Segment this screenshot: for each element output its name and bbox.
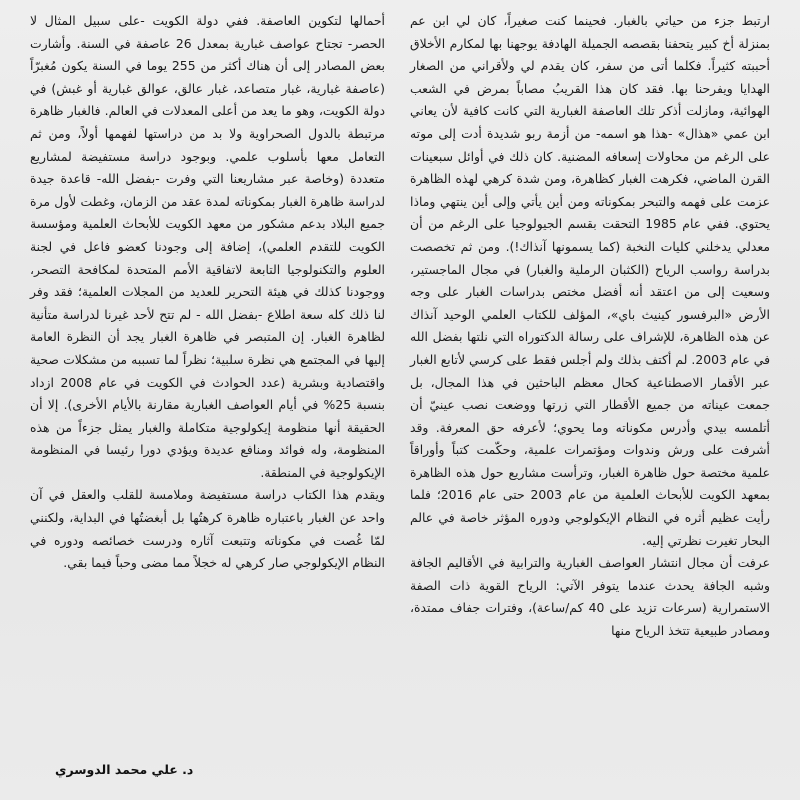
book-page: [30, 0, 770, 800]
left-paragraph-2: ويقدم هذا الكتاب دراسة مستفيضة وملامسة للقلب والعقل في آن واحد عن الغبار باعتباره ظاهرة كرهتُها بل أبغضتُها في البداية، ولكنني لمّا غُصت في مكوناته وتتبعت آثاره ودرست خصائصه ودوره في النظام الإيكولوجي صار كرهي له خجلاً مما مضى وحباً فيما بقي.: [30, 487, 385, 571]
author-signature: د. علي محمد الدوسري: [55, 762, 194, 777]
left-text-column: [30, 10, 385, 575]
right-paragraph-1: ارتبط جزء من حياتي بالغبار. فحينما كنت صغيراً، كان لي ابن عم بمنزلة أخ كبير يتحفنا بقصصه الجميلة الهادفة يوجهنا بها لمكارم الأخلاق أحببته كثيراً. فكلما أتى من سفر، كان يقدم لي ولأقراني من الصغار الهدايا ويفرحنا بها. فقد كان هذا القريبُ مصاباً بمرض في الشعب الهوائية، ومازلت أذكر تلك العاصفة الغبارية التي كانت كافية لأن يعاني ابن عمي «هذال» -هذا هو اسمه- من أزمة ربو شديدة أدت إلى موته على الرغم من محاولات إسعافه المضنية. كان ذلك في أوائل سبعينات القرن الماضي، فكرهت الغبار كظاهرة، ومن شدة كرهي لهذه الظاهرة عزمت على فهمه والتبحر بمكوناته ومن أين يأتي وإلى أين ينتهي وماذا يحتوي. ففي عام 1985 التحقت بقسم الجيولوجيا على الرغم من أن معدلي يدخلني كليات النخبة (كما يسمونها آنذاك!). ومن ثم تخصصت بدراسة رواسب الرياح (الكثبان الرملية والغبار) في مجال الماجستير، وسعيت إلى من اعتقد أنه أفضل مختص بدراسات الغبار على وجه الأرض «البرفسور كينيث باي»، المؤلف للكتاب العلمي الوحيد آنذاك عن هذه الظاهرة، للإشراف على رسالة الدكتوراه التي نلتها بفضل الله في عام 2003. لم أكتف بذلك ولم أجلس فقط على كرسي لأتابع الغبار عبر الأقمار الاصطناعية كحال معظم الباحثين في هذا المجال، بل جمعت عيناته من جميع الأقطار التي زرتها ووضعت نصب عينيّ أن أتلمسه بيدي وأدرس مكوناته وما يحوي؛ لأعرفه حق المعرفة. وقد أشرفت على ورش وندوات ومؤتمرات علمية، وحكّمت كتباً وأوراقاً علمية مختصة حول ظاهرة الغبار، وترأست مشاريع حول هذه الظاهرة بمعهد الكويت للأبحاث العلمية من عام 2003 حتى عام 2016؛ فلما رأيت عظيم أثره في النظام الإيكولوجي ودوره المؤثر خاصة في عالم البحار تغيرت نظرتي إليه.: [410, 13, 770, 548]
left-paragraph-1: أحمالها لتكوين العاصفة. ففي دولة الكويت -على سبيل المثال لا الحصر- تجتاح عواصف غبارية بمعدل 26 عاصفة في السنة. وأشارت بعض المصادر إلى أن هناك أكثر من 255 يوما في السنة يكون مُغبرّاً (عاصفة غبارية، غبار متصاعد، غبار عالق، عوالق غبارية أو غبش) في دولة الكويت، وهو ما يعد من أعلى المعدلات في العالم. فالغبار ظاهرة مرتبطة بالدول الصحراوية ولا بد من دراستها لفهمها أولاً، ومن ثم التعامل معها بأسلوب علمي. وبوجود دراسة مستفيضة لمشاريع متعددة (وخاصة عبر مشاريعنا التي وفرت -بفضل الله- قاعدة جيدة لدراسة ظاهرة الغبار بمكوناته لمدة عقد من الزمان، وغطت لأول مرة جميع البلاد بدعم مشكور من معهد الكويت للأبحاث العلمية ومؤسسة الكويت للتقدم العلمي)، إضافة إلى وجودنا كعضو فاعل في لجنة العلوم والتكنولوجيا التابعة لاتفاقية الأمم المتحدة لمكافحة التصحر، ووجودنا كذلك في هيئة التحرير للعديد من المجلات العلمية؛ فقد وفر لنا ذلك كله سعة اطلاع -بفضل الله - لم تتح لأحد غيرنا لدراسة متأنية لظاهرة الغبار. إن المتبصر في ظاهرة الغبار يجد أن النظرة العامة إليها في المجتمع هي نظرة سلبية؛ نظراً لما تسببه من مشكلات صحية واقتصادية وبشرية (عدد الحوادث في الكويت في عام 2008 ازداد بنسبة 25% في أيام العواصف الغبارية مقارنة بالأيام الأخرى). إلا أن الحقيقة أنها منظومة إيكولوجية متكاملة والغبار يمثل جزءاً من هذه المنظومة، وله فوائد ومنافع عديدة ويؤدي دورا رئيسا في المنظومة الإيكولوجية في المنطقة.: [30, 13, 386, 480]
right-paragraph-2: عرفت أن مجال انتشار العواصف الغبارية والترابية في الأقاليم الجافة وشبه الجافة يحدث عندما يتوفر الآتي: الرياح القوية ذات الصفة الاستمرارية (سرعات تزيد على 40 كم/ساعة)، وفترات جفاف ممتدة، ومصادر طبيعية تتخذ الرياح منها: [410, 555, 770, 639]
right-text-column: [410, 10, 770, 643]
